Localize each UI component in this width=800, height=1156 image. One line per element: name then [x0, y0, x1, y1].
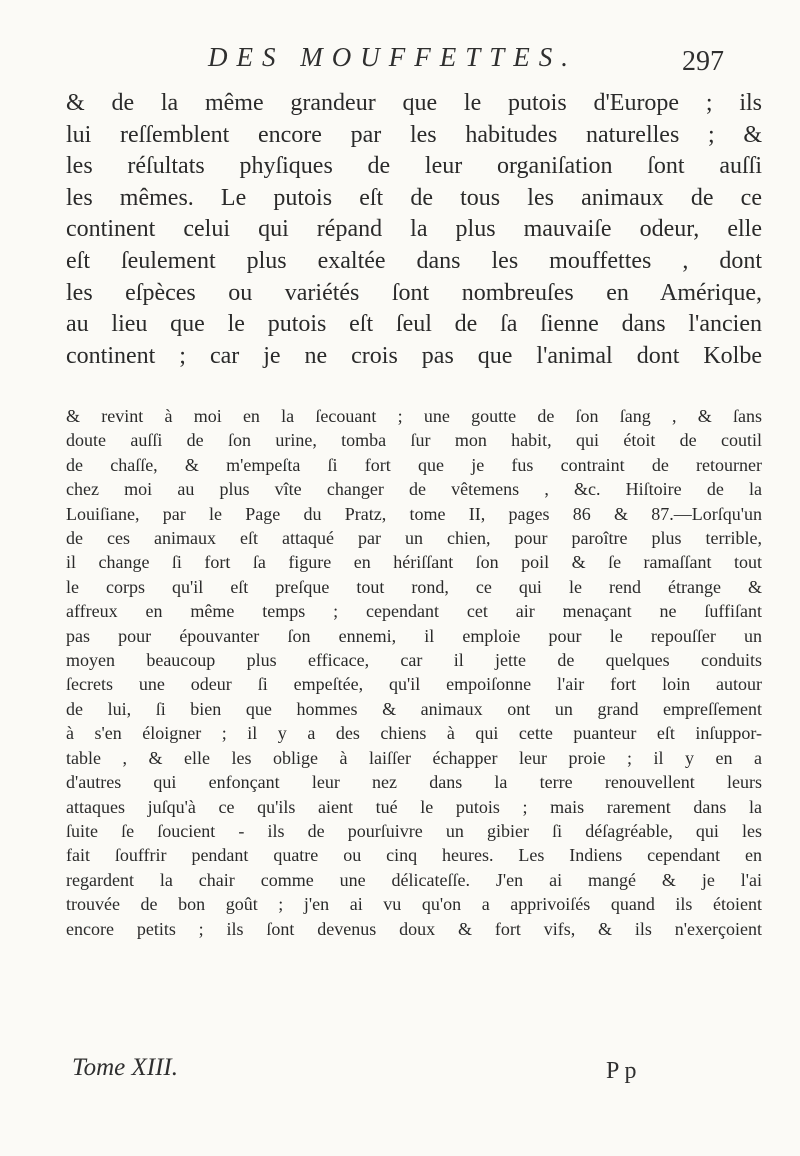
footnote-line: il change ſi fort ſa figure en hériſſant ſon poil & ſe ramaſſant tout	[66, 552, 762, 573]
footnote-line: fait ſouffrir pendant quatre ou cinq heures. Les Indiens cependant en	[66, 845, 762, 866]
main-text-line: au lieu que le putois eſt ſeul de ſa ſienne dans l'ancien	[66, 311, 762, 338]
main-text-line: les réſultats phyſiques de leur organiſation ſont auſſi	[66, 153, 762, 180]
footnote-line: encore petits ; ils ſont devenus doux & fort vifs, & ils n'exerçoient	[66, 918, 762, 939]
footnote-line: regardent la chair comme une délicateſſe. J'en ai mangé & je l'ai	[66, 869, 762, 890]
page-number: 297	[682, 46, 724, 77]
main-text-line: lui reſſemblent encore par les habitudes naturelles ; &	[66, 121, 762, 148]
footnote-line: table , & elle les oblige à laiſſer échapper leur proie ; il y en a	[66, 747, 762, 768]
footnote-line: le corps qu'il eſt preſque tout rond, ce qui le rend étrange &	[66, 576, 762, 597]
footnote-line: doute auſſi de ſon urine, tomba ſur mon habit, qui étoit de coutil	[66, 430, 762, 451]
main-text-line: continent celui qui répand la plus mauvaiſe odeur, elle	[66, 216, 762, 243]
main-text-line: les mêmes. Le putois eſt de tous les animaux de ce	[66, 184, 762, 211]
footnote-line: trouvée de bon goût ; j'en ai vu qu'on a apprivoiſés quand ils étoient	[66, 894, 762, 915]
footnote-line: moyen beaucoup plus efficace, car il jette de quelques conduits	[66, 650, 762, 671]
footnote-block	[66, 404, 762, 941]
footnote-line: chez moi au plus vîte changer de vêtemens , &c. Hiſtoire de la	[66, 479, 762, 500]
footnote-line: affreux en même temps ; cependant cet air menaçant ne ſuffiſant	[66, 601, 762, 622]
footnote-line: à s'en éloigner ; il y a des chiens à qui cette puanteur eſt inſuppor-	[66, 723, 762, 744]
main-text-line: eſt ſeulement plus exaltée dans les mouffettes , dont	[66, 247, 762, 274]
footnote-line: & revint à moi en la ſecouant ; une goutte de ſon ſang , & ſans	[66, 406, 762, 426]
footnote-line: pas pour épouvanter ſon ennemi, il emploie pour le repouſſer un	[66, 625, 762, 646]
main-text-line: continent ; car je ne crois pas que l'animal dont Kolbe	[66, 342, 762, 369]
footnote-line: de chaſſe, & m'empeſta ſi fort que je fus contraint de retourner	[66, 454, 762, 475]
volume-label: Tome XIII.	[72, 1054, 179, 1081]
footnote-line: Louiſiane, par le Page du Pratz, tome II, pages 86 & 87.—Lorſqu'un	[66, 503, 762, 524]
main-text-block	[66, 88, 762, 372]
page-header	[0, 42, 800, 82]
main-text-line: les eſpèces ou variétés ſont nombreuſes en Amérique,	[66, 279, 762, 306]
page-footer	[0, 1054, 800, 1094]
footnote-line: d'autres qui enfonçant leur nez dans la terre renouvellent leurs	[66, 772, 762, 793]
footnote-line: de ces animaux eſt attaqué par un chien, pour paroître plus terrible,	[66, 528, 762, 549]
footnote-line: attaques juſqu'à ce qu'ils aient tué le putois ; mais rarement dans la	[66, 796, 762, 817]
main-text-line: & de la même grandeur que le putois d'Europe ; ils	[66, 90, 762, 116]
footnote-line: de lui, ſi bien que hommes & animaux ont un grand empreſſement	[66, 698, 762, 719]
footnote-line: ſuite ſe ſoucient - ils de pourſuivre un gibier ſi déſagréable, qui les	[66, 820, 762, 841]
footnote-line: ſecrets une odeur ſi empeſtée, qu'il empoiſonne l'air fort loin autour	[66, 674, 762, 695]
running-title: DES MOUFFETTES.	[208, 42, 577, 72]
signature-mark: P p	[606, 1058, 637, 1084]
